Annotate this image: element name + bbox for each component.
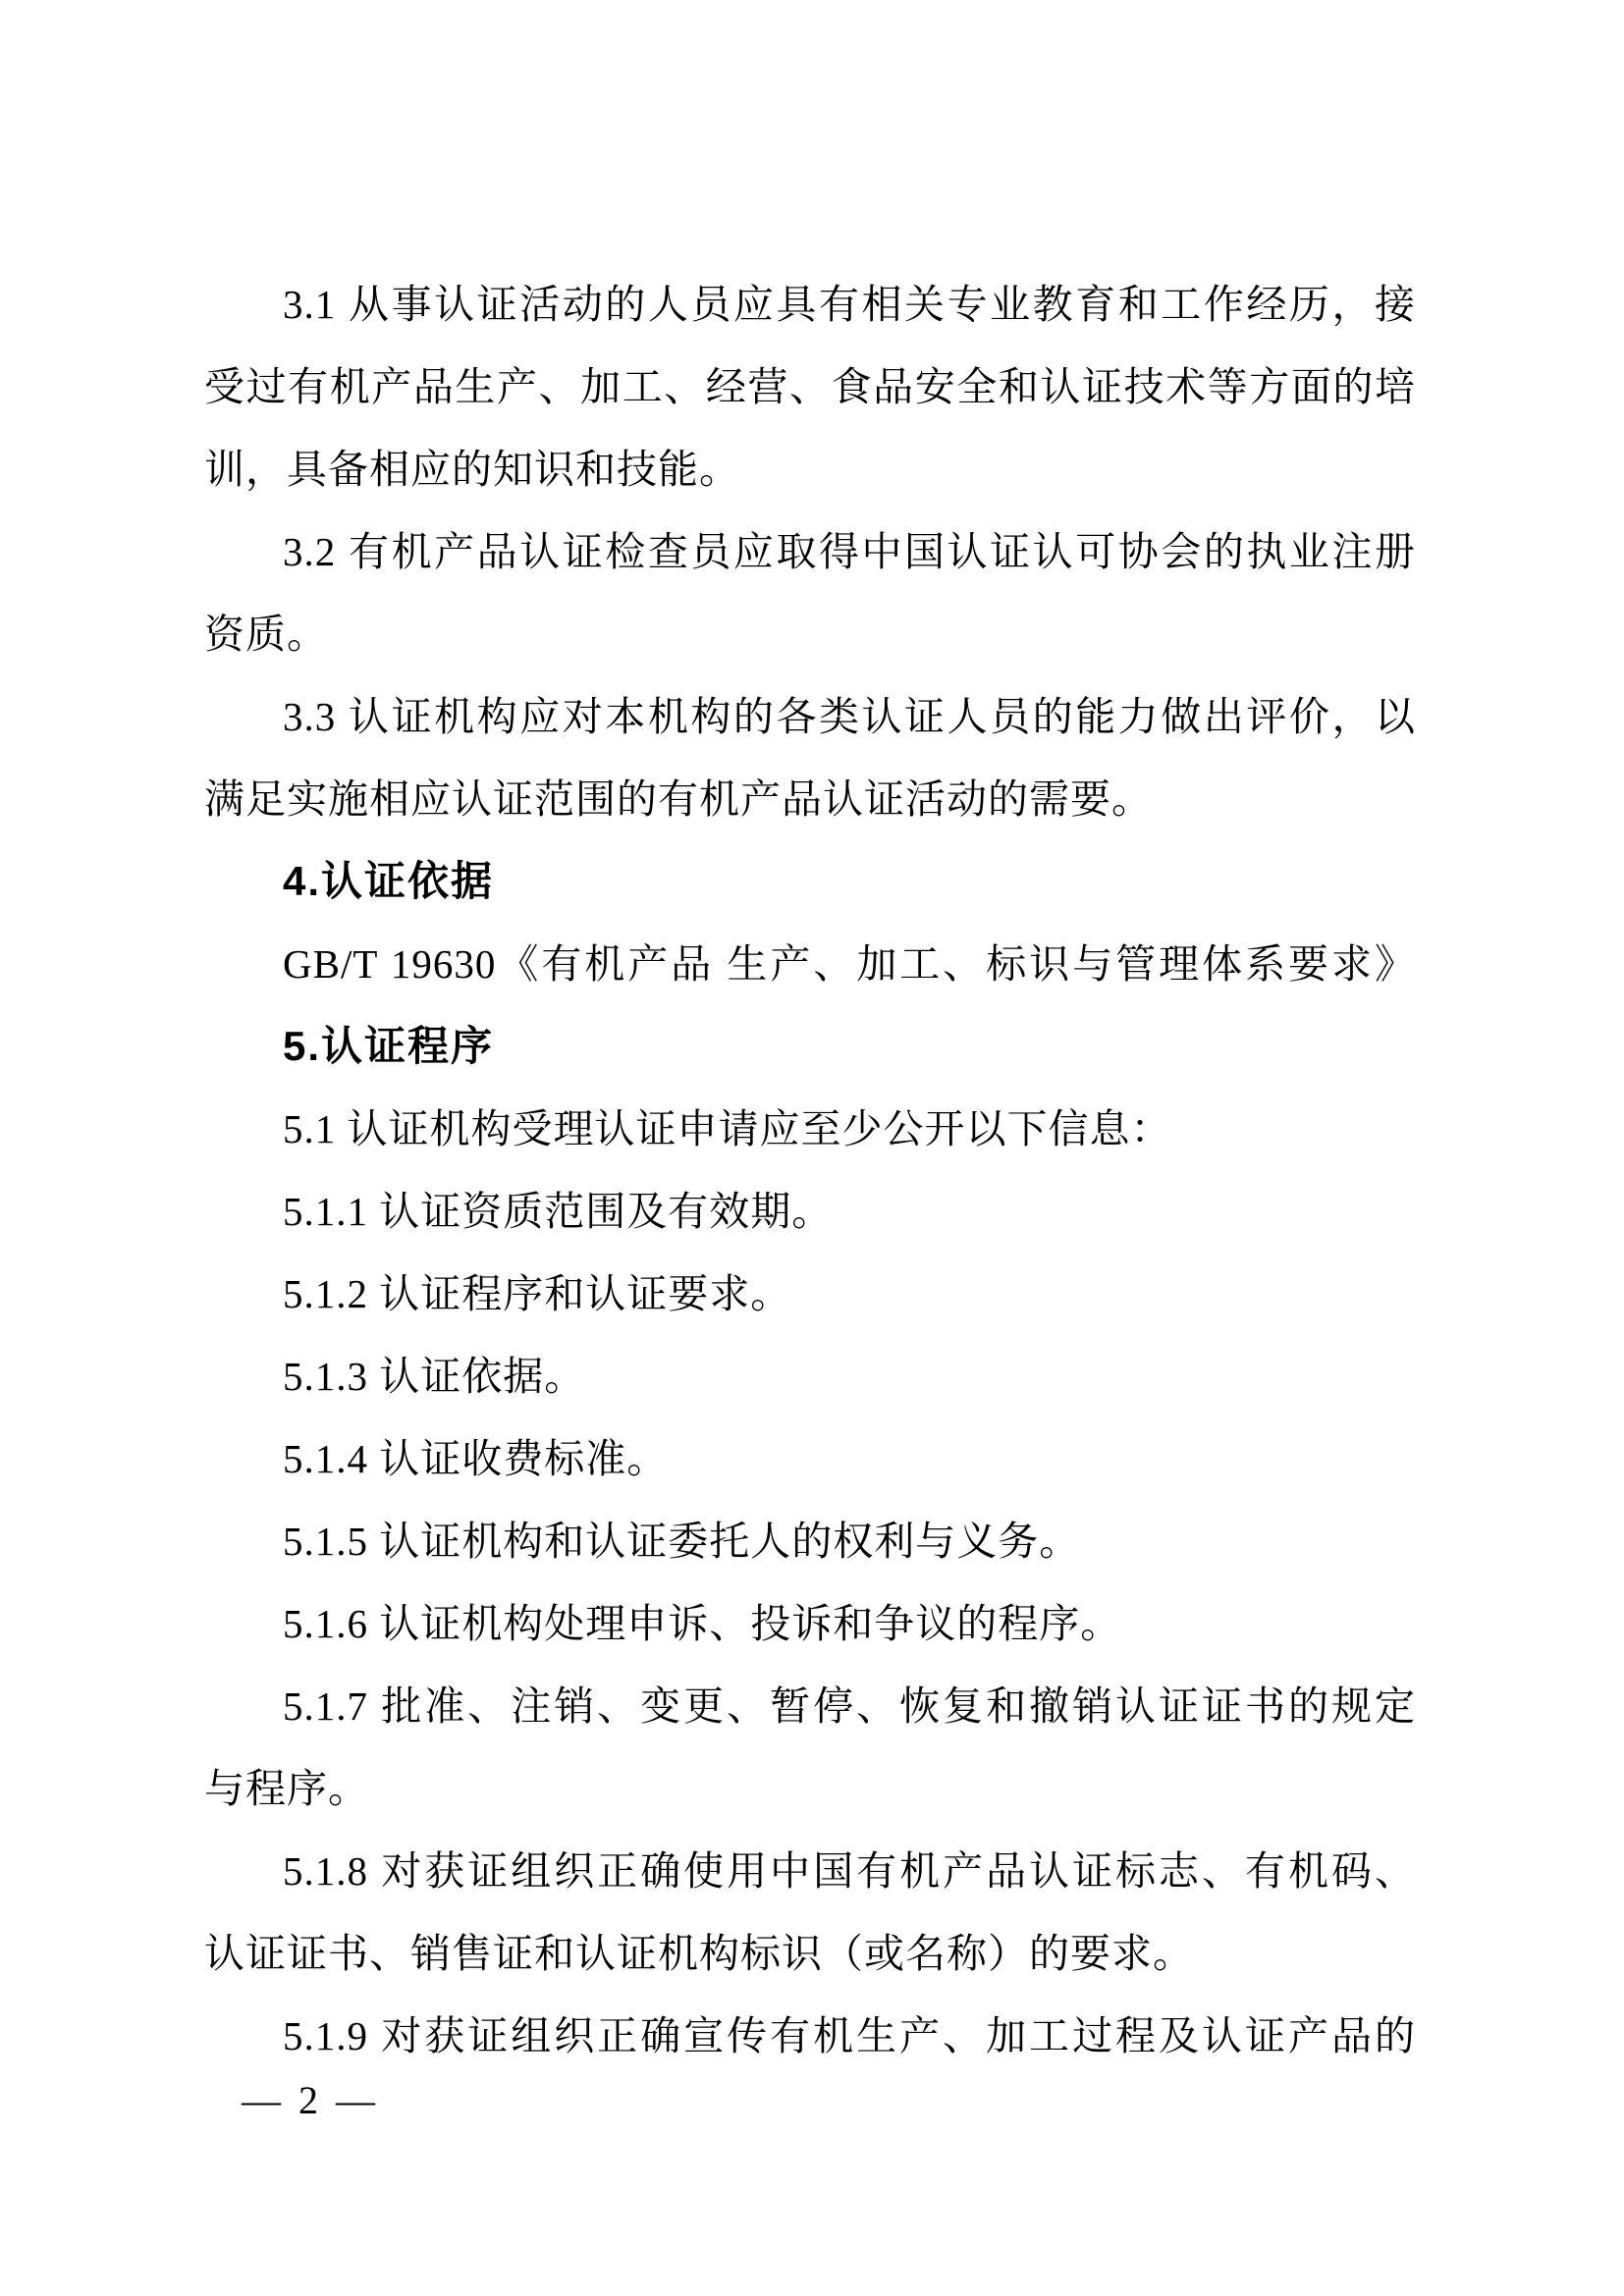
- doc-line-3-2-a: 3.2 有机产品认证检查员应取得中国认证认可协会的执业注册: [283, 529, 1416, 574]
- doc-line-5-1-7-b: 与程序。: [204, 1766, 369, 1811]
- doc-line-3-1-b: 受过有机产品生产、加工、经营、食品安全和认证技术等方面的培: [204, 364, 1416, 409]
- doc-line-5-1-9: 5.1.9 对获证组织正确宣传有机生产、加工过程及认证产品的: [283, 2013, 1416, 2058]
- doc-line-5-1-8-a: 5.1.8 对获证组织正确使用中国有机产品认证标志、有机码、: [283, 1848, 1416, 1894]
- doc-line-5-1-1: 5.1.1 认证资质范围及有效期。: [283, 1189, 834, 1234]
- doc-line-3-3-a: 3.3 认证机构应对本机构的各类认证人员的能力做出评价，以: [283, 694, 1416, 739]
- document-body: [204, 263, 1416, 2077]
- doc-line-5-1-7-a: 5.1.7 批准、注销、变更、暂停、恢复和撤销认证证书的规定: [283, 1683, 1416, 1729]
- doc-line-5-1-4: 5.1.4 认证收费标准。: [283, 1436, 669, 1481]
- heading-section-4: 4.认证依据: [283, 858, 495, 904]
- doc-line-5-1-6: 5.1.6 认证机构处理申诉、投诉和争议的程序。: [283, 1601, 1122, 1646]
- page-number: — 2 —: [242, 2078, 379, 2122]
- doc-line-5-1-8-b: 认证证书、销售证和认证机构标识（或名称）的要求。: [204, 1931, 1194, 1976]
- heading-section-5: 5.认证程序: [283, 1023, 495, 1069]
- doc-line-5-1-3: 5.1.3 认证依据。: [283, 1354, 586, 1399]
- doc-line-3-2-b: 资质。: [204, 612, 328, 657]
- doc-line-3-1-a: 3.1 从事认证活动的人员应具有相关专业教育和工作经历，接: [283, 282, 1416, 327]
- doc-line-gbt-19630: GB/T 19630《有机产品 生产、加工、标识与管理体系要求》: [283, 941, 1416, 987]
- doc-line-5-1: 5.1 认证机构受理认证申请应至少公开以下信息：: [283, 1106, 1172, 1151]
- doc-line-5-1-5: 5.1.5 认证机构和认证委托人的权利与义务。: [283, 1519, 1081, 1564]
- doc-line-3-3-b: 满足实施相应认证范围的有机产品认证活动的需要。: [204, 776, 1153, 822]
- doc-line-5-1-2: 5.1.2 认证程序和认证要求。: [283, 1271, 792, 1316]
- doc-line-3-1-c: 训，具备相应的知识和技能。: [204, 447, 740, 492]
